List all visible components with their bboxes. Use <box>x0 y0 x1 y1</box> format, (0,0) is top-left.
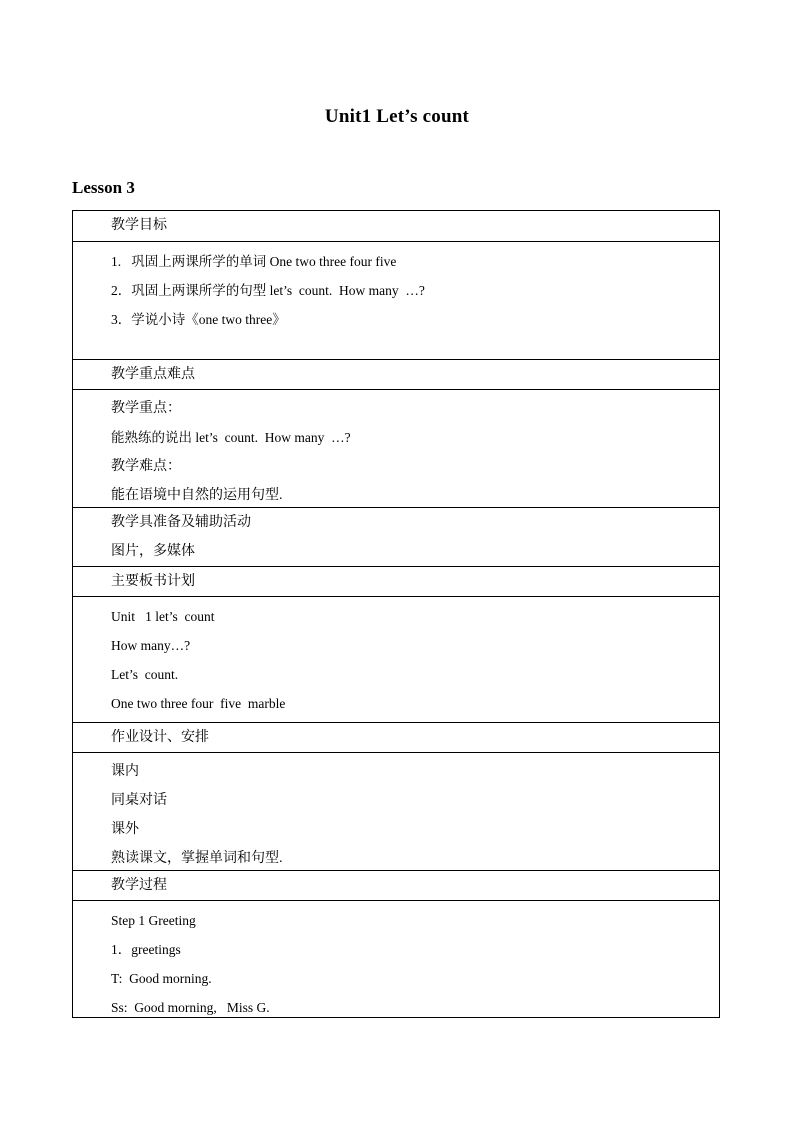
section-heading-key-points <box>73 359 719 389</box>
body-line: 课外 <box>111 822 139 837</box>
section-body-blackboard-plan <box>73 596 719 722</box>
section-body-homework <box>73 752 719 870</box>
body-line: 能熟练的说出 let’s count. How many …? <box>111 430 351 445</box>
body-line: 教学重点： <box>111 401 181 416</box>
body-line: How many…? <box>111 638 191 653</box>
body-line: 同桌对话 <box>111 793 167 808</box>
document-title: Unit1 Let’s count <box>324 106 470 127</box>
section-body-key-points <box>73 389 719 507</box>
section-heading-text: 教学具准备及辅助活动 <box>111 515 251 530</box>
body-line: 能在语境中自然的运用句型. <box>111 488 283 503</box>
section-heading-teaching-process <box>73 870 719 900</box>
body-line: Unit 1 let’s count <box>111 609 215 624</box>
section-heading-homework <box>73 722 719 752</box>
body-line: Step 1 Greeting <box>111 913 196 928</box>
lesson-heading: Lesson 3 <box>72 178 135 197</box>
section-heading-text: 作业设计、安排 <box>111 730 209 745</box>
section-heading-blackboard-plan <box>73 566 719 596</box>
body-line: 3．学说小诗《one two three》 <box>111 312 286 327</box>
body-line: 1. 巩固上两课所学的单词 One two three four five <box>111 254 397 269</box>
body-line: 图片，多媒体 <box>111 544 195 559</box>
section-body-teaching-process <box>73 900 719 1017</box>
body-line: 2．巩固上两课所学的句型 let’s count. How many …? <box>111 283 425 298</box>
section-teaching-aids <box>73 507 719 566</box>
body-line: Let’s count. <box>111 667 179 682</box>
body-line: One two three four five marble <box>111 696 286 711</box>
section-heading-teaching-goals <box>73 211 719 241</box>
section-body-teaching-goals <box>73 241 719 359</box>
body-line: T: Good morning. <box>111 971 212 986</box>
section-heading-text: 教学过程 <box>111 878 167 893</box>
section-heading-text: 教学重点难点 <box>111 367 195 382</box>
body-line: 教学难点： <box>111 459 181 474</box>
body-line: Ss: Good morning, Miss G. <box>111 1000 270 1015</box>
section-heading-text: 主要板书计划 <box>111 574 195 589</box>
body-line: 熟读课文，掌握单词和句型. <box>111 851 283 866</box>
lesson-plan-table <box>72 210 720 1018</box>
body-line: 课内 <box>111 764 139 779</box>
section-heading-text: 教学目标 <box>111 218 167 233</box>
body-line: 1．greetings <box>111 942 181 957</box>
